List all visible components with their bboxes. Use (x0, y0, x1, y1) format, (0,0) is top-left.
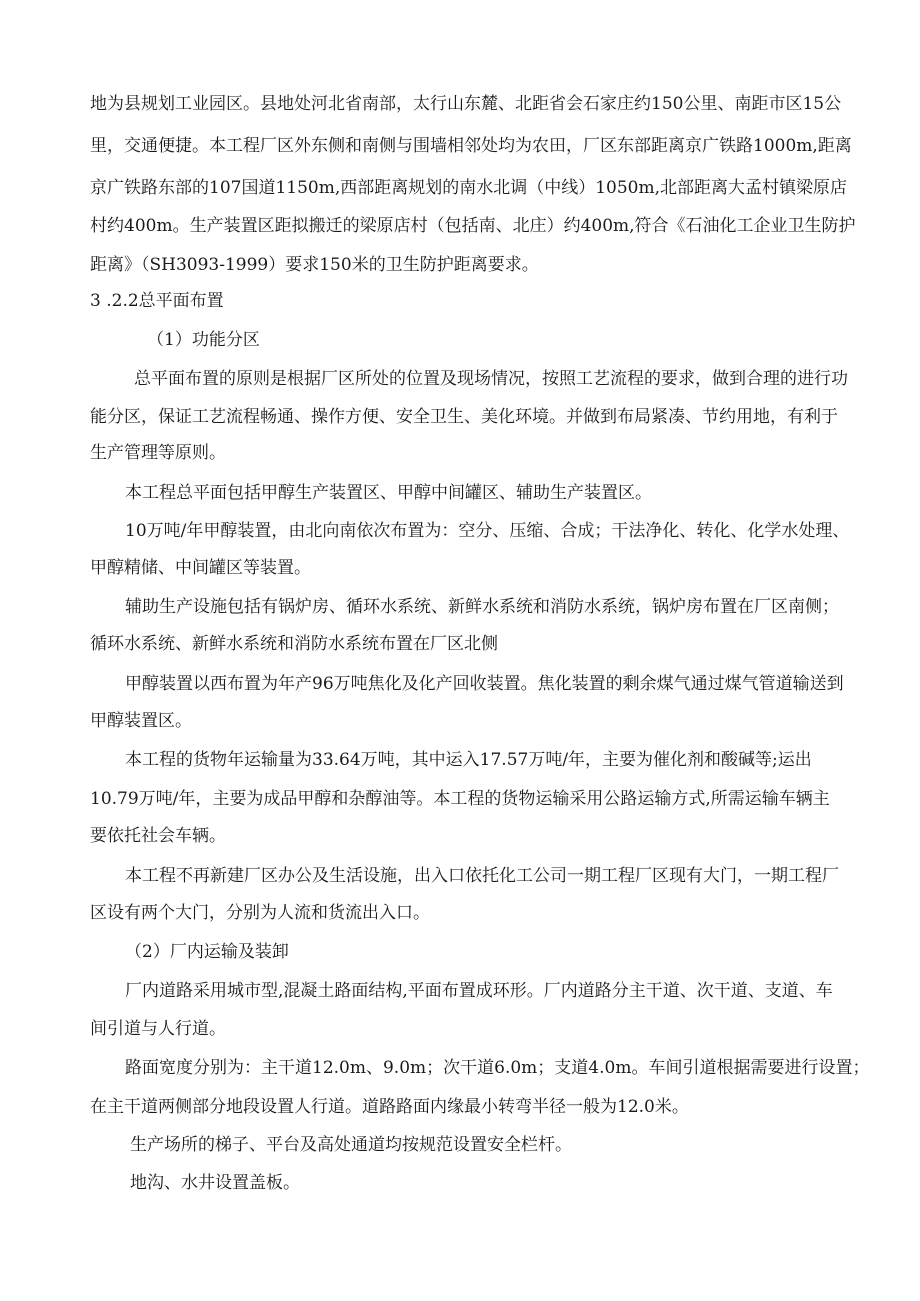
text-line: 生产管理等原则。 (90, 443, 226, 463)
text-line: 10万吨/年甲醇装置，由北向南依次布置为：空分、压缩、合成；干法净化、转化、化学水处理、 (125, 521, 850, 541)
text-line: 本工程不再新建厂区办公及生活设施，出入口依托化工公司一期工程厂区现有大门，一期工程厂 (125, 866, 839, 886)
text-line: 在主干道两侧部分地段设置人行道。道路路面内缘最小转弯半径一般为12.0米。 (90, 1097, 689, 1117)
text-line: 甲醇装置区。 (90, 711, 192, 731)
section-heading: 3 .2.2总平面布置 (90, 291, 224, 311)
text-line: 辅助生产设施包括有锅炉房、循环水系统、新鲜水系统和消防水系统，锅炉房布置在厂区南侧； (125, 597, 839, 617)
text-line: 要依托社会车辆。 (90, 826, 226, 846)
text-line: 区设有两个大门，分别为人流和货流出入口。 (90, 903, 430, 923)
text-line: 10.79万吨/年，主要为成品甲醇和杂醇油等。本工程的货物运输采用公路运输方式,所需运输车辆主 (90, 789, 830, 809)
text-line: 京广铁路东部的107国道1150m,西部距离规划的南水北调（中线）1050m,北部距离大孟村镇梁原店 (90, 178, 848, 198)
text-line: 生产场所的梯子、平台及高处通道均按规范设置安全栏杆。 (130, 1135, 572, 1155)
text-line: 里，交通便捷。本工程厂区外东侧和南侧与围墙相邻处均为农田，厂区东部距离京广铁路1000m,距离 (90, 136, 852, 156)
text-line: 甲醇装置以西布置为年产96万吨焦化及化产回收装置。焦化装置的剩余煤气通过煤气管道输送到 (125, 674, 844, 694)
text-line: 路面宽度分别为：主干道12.0m、9.0m；次干道6.0m；支道4.0m。车间引道根据需要进行设置； (125, 1058, 870, 1078)
text-line: 能分区，保证工艺流程畅通、操作方便、安全卫生、美化环境。并做到布局紧凑、节约用地，有利于 (90, 407, 838, 427)
text-line: 村约400m。生产装置区距拟搬迁的梁原店村（包括南、北庄）约400m,符合《石油化工企业卫生防护 (90, 216, 856, 236)
text-line: 距离》（SH3093-1999）要求150米的卫生防护距离要求。 (90, 255, 539, 275)
text-line: 循环水系统、新鲜水系统和消防水系统布置在厂区北侧 (90, 634, 498, 654)
subsection-heading: （2）厂内运输及装卸 (125, 942, 289, 962)
text-line: 厂内道路采用城市型,混凝土路面结构,平面布置成环形。厂内道路分主干道、次干道、支道、车 (125, 981, 833, 1001)
text-line: 本工程总平面包括甲醇生产装置区、甲醇中间罐区、辅助生产装置区。 (125, 483, 652, 503)
subsection-heading: （1）功能分区 (147, 330, 260, 350)
text-line: 地沟、水井设置盖板。 (130, 1173, 300, 1193)
text-line: 地为县规划工业园区。县地处河北省南部，太行山东麓、北距省会石家庄约150公里、南距市区15公 (90, 94, 842, 114)
text-line: 本工程的货物年运输量为33.64万吨，其中运入17.57万吨/年，主要为催化剂和酸碱等;运出 (125, 750, 812, 770)
text-line: 总平面布置的原则是根据厂区所处的位置及现场情况，按照工艺流程的要求，做到合理的进行功 (134, 369, 848, 389)
text-line: 间引道与人行道。 (90, 1019, 226, 1039)
text-line: 甲醇精储、中间罐区等装置。 (90, 558, 311, 578)
